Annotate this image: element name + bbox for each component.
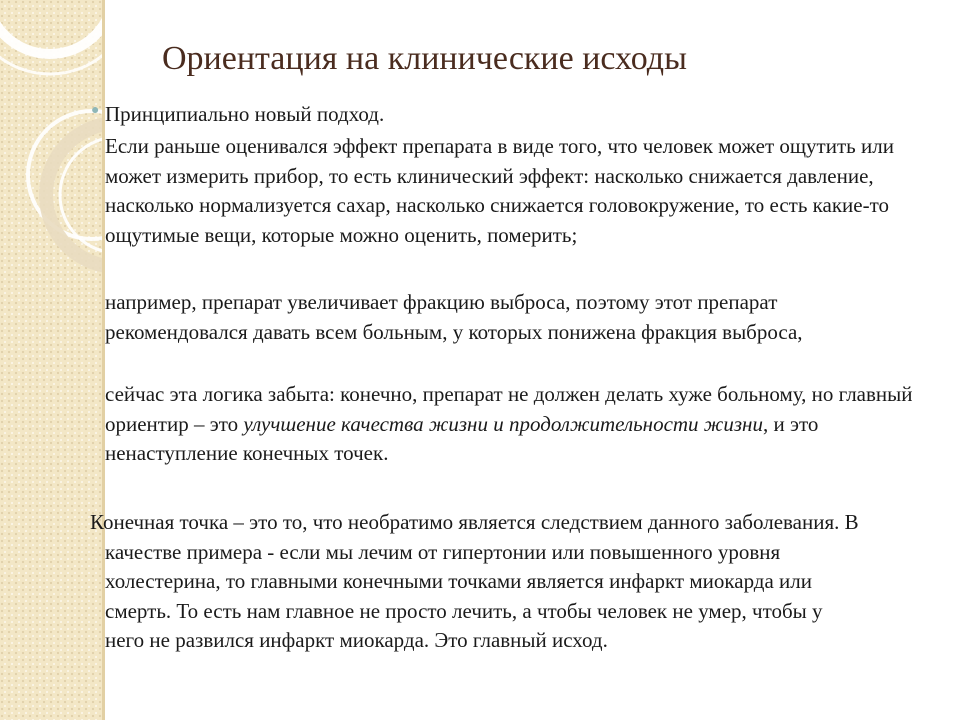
paragraph-new-logic-end: , и это ненаступление конечных точек. xyxy=(105,411,819,465)
bullet-icon: ● xyxy=(91,103,100,118)
decorative-rings xyxy=(0,0,104,720)
paragraph-endpoint-definition: Конечная точка – это то, что необратимо является следствием данного заболевания. В качестве примера - если мы лечим от гипертонии или повышенного уровня холестерина, то главными конечными точками является инфаркт миокарда или смерть. То есть нам главное не просто лечить, а чтобы человек не умер, чтобы у него не развился инфаркт миокарда. Это главный исход. xyxy=(90,510,859,652)
paragraph-clinical-effect: Если раньше оценивался эффект препарата в виде того, что человек может ощутить или может измерить прибор, то есть клинический эффект: насколько снижается давление, насколько нормализуется сахар, насколько снижается головокружение, то есть какие-то ощутимые вещи, которые можно оценить, померить; xyxy=(105,134,894,247)
decorative-left-band xyxy=(0,0,104,720)
slide-title: Ориентация на клинические исходы xyxy=(162,40,687,77)
paragraph-new-logic-start: сейчас эта логика забыта: конечно, препарат не должен делать хуже больному, но главный ориентир – это xyxy=(105,382,913,436)
emphasis-quality-of-life: улучшение качества жизни и продолжительности жизни xyxy=(243,411,763,436)
bullet-lead-text: Принципиально новый подход. xyxy=(105,102,385,126)
paragraph-example: например, препарат увеличивает фракцию выброса, поэтому этот препарат рекомендовался давать всем больным, у которых понижена фракция выброса, xyxy=(105,290,803,344)
paragraph-new-logic xyxy=(105,380,925,469)
